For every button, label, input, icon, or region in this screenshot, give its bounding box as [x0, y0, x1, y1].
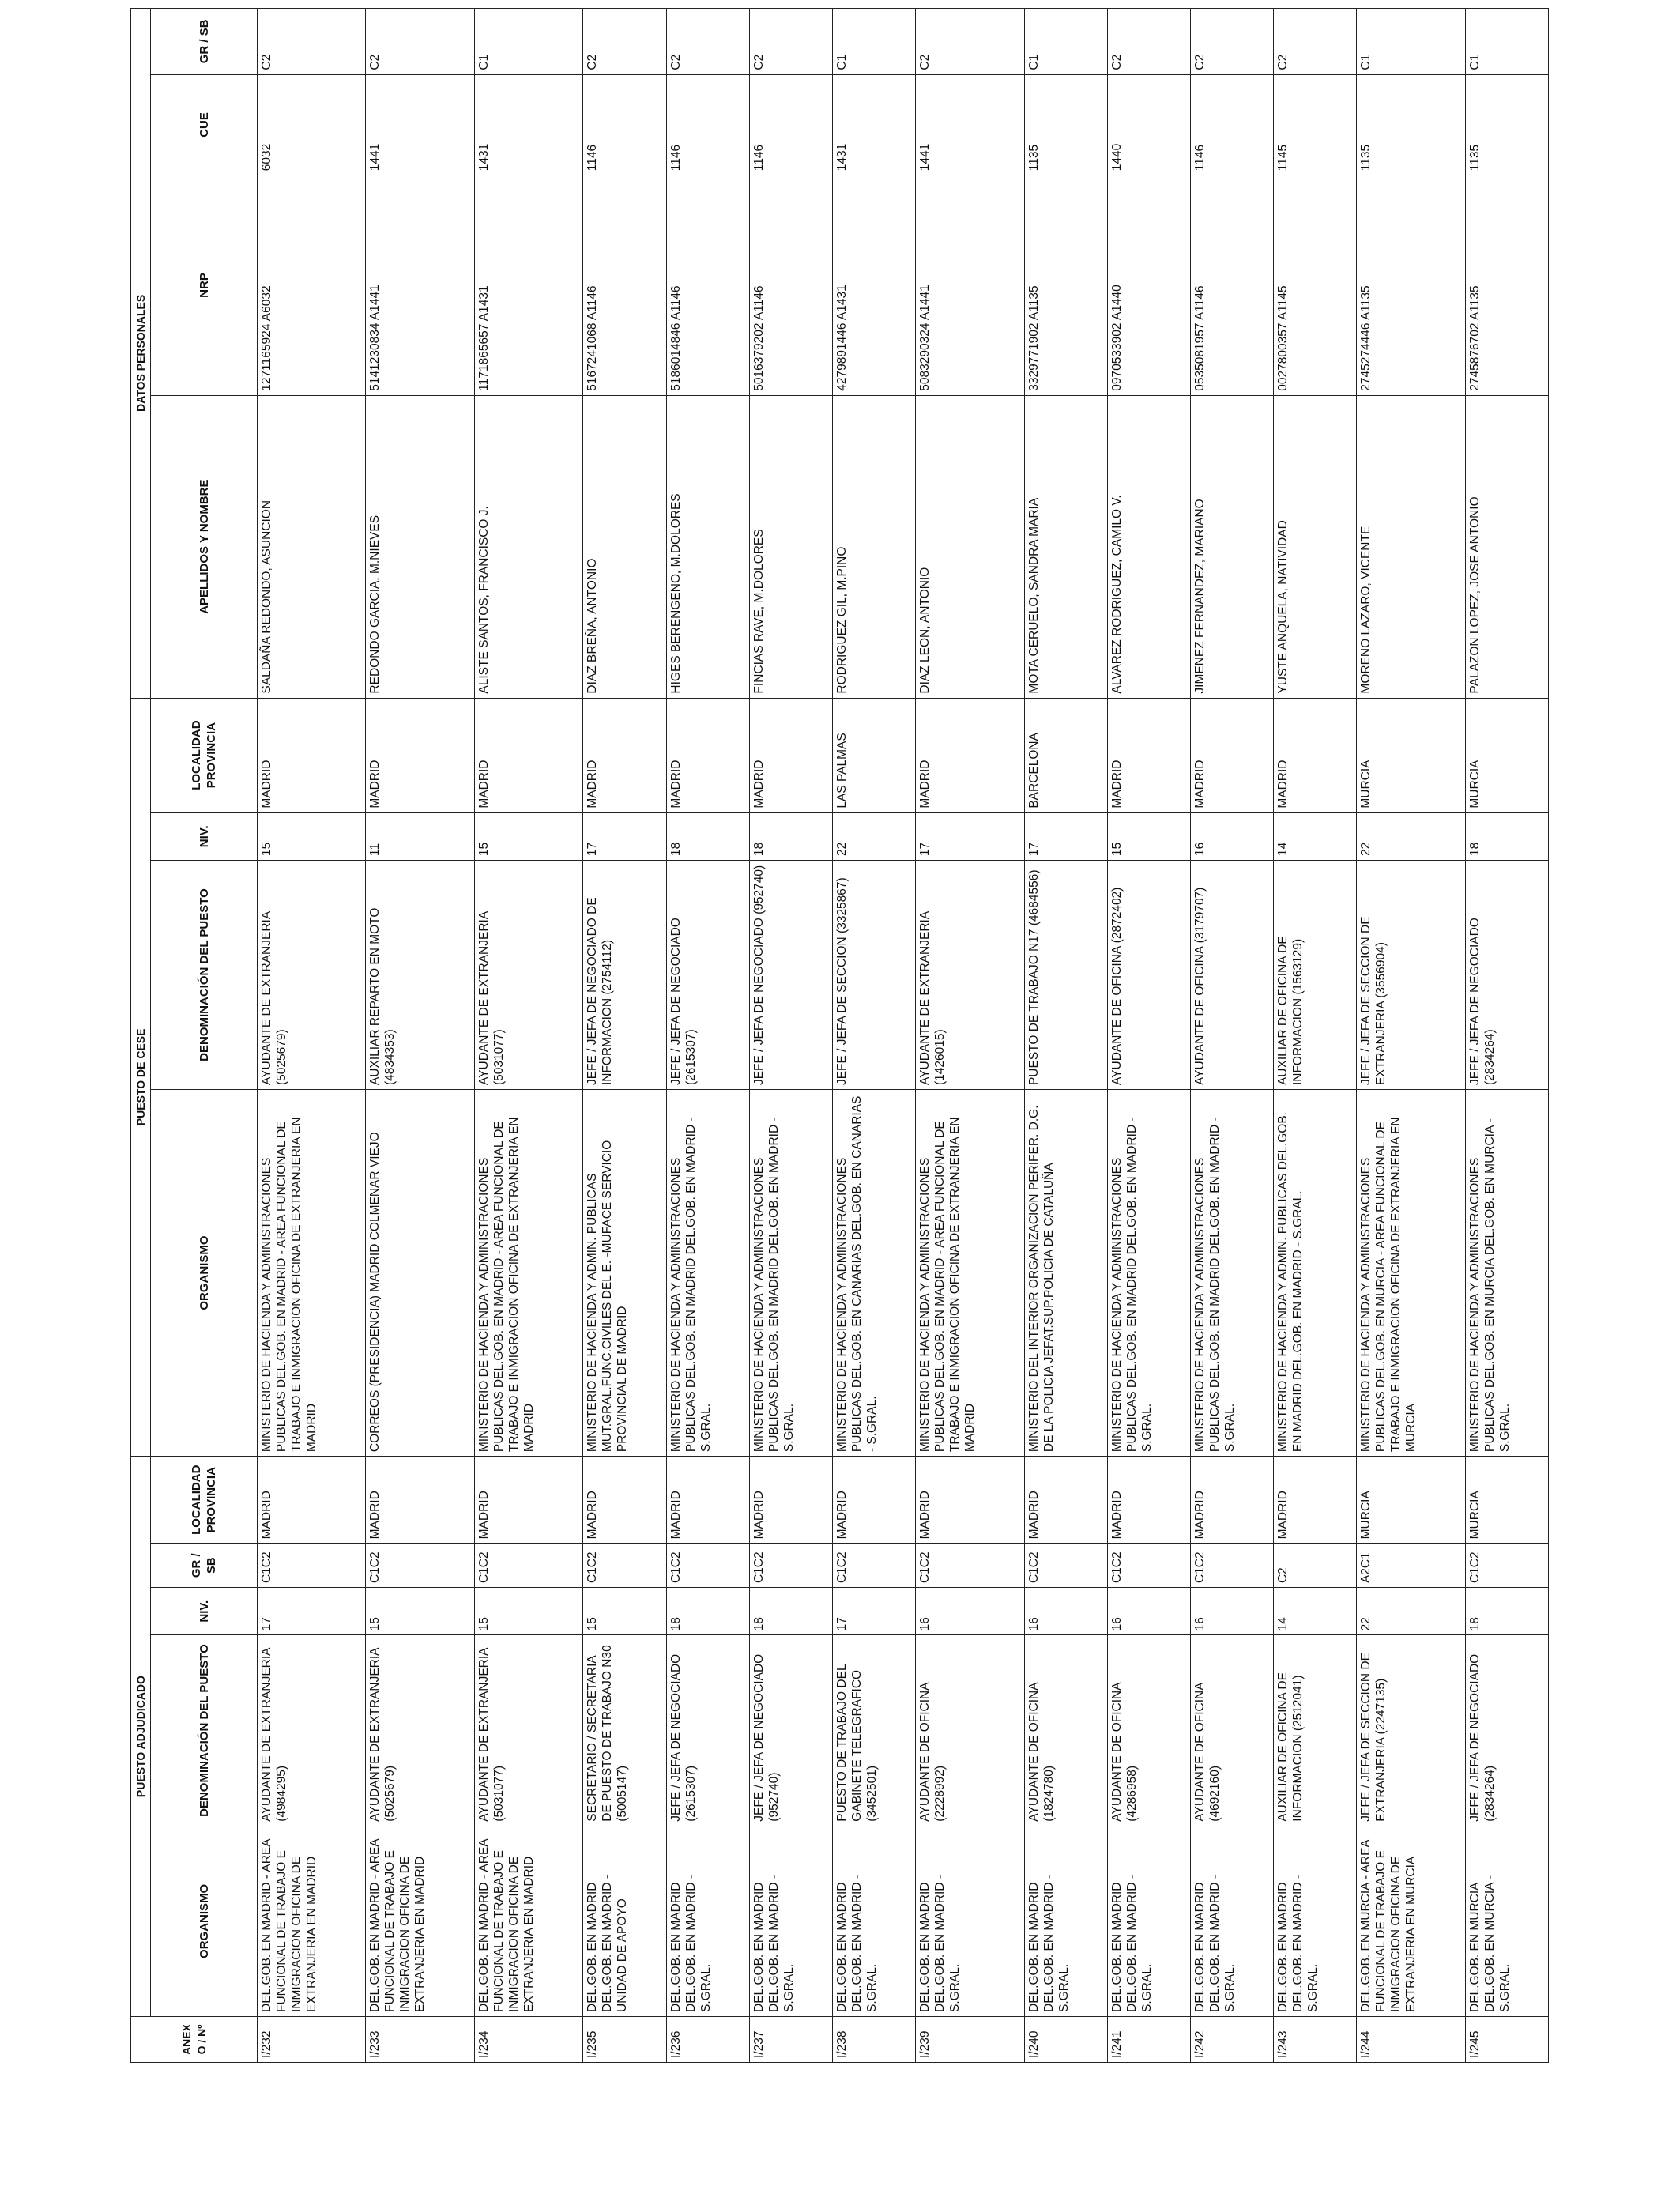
cell-cese-niv: 17 [916, 812, 1024, 860]
cell-cese-organismo: MINISTERIO DEL INTERIOR ORGANIZACION PERIFER. D.G. DE LA POLICIA JEFAT.SUP.POLICIA DE CATALUÑA [1024, 1090, 1107, 1457]
cell-gr-sb: C1C2 [1465, 1544, 1548, 1588]
cell-cese-denominacion: AYUDANTE DE EXTRANJERIA (1426015) [916, 860, 1024, 1089]
cell-cue: 1441 [366, 74, 474, 175]
cell-cese-denominacion: AUXILIAR REPARTO EN MOTO (4834353) [366, 860, 474, 1089]
cell-cese-localidad: MADRID [583, 698, 666, 812]
cell-apellidos: MOTA CERUELO, SANDRA MARIA [1024, 395, 1107, 698]
cell-localidad: MADRID [1024, 1457, 1107, 1544]
cell-cue: 6032 [258, 74, 366, 175]
cell-niv: 18 [749, 1588, 832, 1635]
cell-gr-sb: C1C2 [366, 1544, 474, 1588]
cell-cese-organismo: MINISTERIO DE HACIENDA Y ADMINISTRACIONES PUBLICAS DEL.GOB. EN CANARIAS DEL.GOB. EN CANARIAS - S.GRAL. [832, 1090, 915, 1457]
col-denominacion: DENOMINACIÓN DEL PUESTO [151, 1635, 258, 1826]
cell-denominacion: AYUDANTE DE OFICINA (4692160) [1190, 1635, 1273, 1826]
cell-cese-localidad: MADRID [1107, 698, 1190, 812]
cell-gr-sb-2: C2 [1190, 9, 1273, 75]
cell-apellidos: PALAZON LOPEZ, JOSE ANTONIO [1465, 395, 1548, 698]
cell-organismo: DEL.GOB. EN MADRID DEL.GOB. EN MADRID - S.GRAL. [1107, 1826, 1190, 2016]
cell-nrp: 5186014846 A1146 [666, 175, 749, 395]
cell-localidad: MADRID [258, 1457, 366, 1544]
cell-anexo: I/238 [832, 2017, 915, 2063]
table-row [1357, 9, 1465, 2063]
cell-gr-sb: C1C2 [916, 1544, 1024, 1588]
cell-cese-localidad: MURCIA [1465, 698, 1548, 812]
cell-apellidos: HIGES BERENGENO, M.DOLORES [666, 395, 749, 698]
cell-anexo: I/242 [1190, 2017, 1273, 2063]
cell-cue: 1145 [1274, 74, 1357, 175]
cell-nrp: 1171865657 A1431 [474, 175, 582, 395]
cell-organismo: DEL.GOB. EN MADRID DEL.GOB. EN MADRID - S.GRAL. [1190, 1826, 1273, 2016]
cell-cese-organismo: MINISTERIO DE HACIENDA Y ADMINISTRACIONES PUBLICAS DEL.GOB. EN MURCIA DEL.GOB. EN MURCIA - S.GRAL. [1465, 1090, 1548, 1457]
cell-anexo: I/245 [1465, 2017, 1548, 2063]
cell-gr-sb: C1C2 [1024, 1544, 1107, 1588]
cell-niv: 15 [366, 1588, 474, 1635]
cell-cese-localidad: MADRID [666, 698, 749, 812]
cell-cese-niv: 15 [258, 812, 366, 860]
cell-gr-sb-2: C1 [1465, 9, 1548, 75]
cell-apellidos: ALVAREZ RODRIGUEZ, CAMILO V. [1107, 395, 1190, 698]
cell-gr-sb-2: C2 [258, 9, 366, 75]
column-header-row [151, 9, 258, 2063]
cell-gr-sb-2: C2 [1274, 9, 1357, 75]
cell-organismo: DEL.GOB. EN MADRID - AREA FUNCIONAL DE TRABAJO E INMIGRACION OFICINA DE EXTRANJERIA EN MADRID [366, 1826, 474, 2016]
cell-anexo: I/235 [583, 2017, 666, 2063]
cell-cese-organismo: MINISTERIO DE HACIENDA Y ADMINISTRACIONES PUBLICAS DEL.GOB. EN MADRID - AREA FUNCIONAL DE TRABAJO E INMIGRACION OFICINA DE EXTRANJERIA EN MADRID [474, 1090, 582, 1457]
cell-localidad: MURCIA [1465, 1457, 1548, 1544]
col-localidad: LOCALIDAD PROVINCIA [151, 1457, 258, 1544]
col-gr-sb: GR / SB [151, 1544, 258, 1588]
col-cese-localidad: LOCALIDAD PROVINCIA [151, 698, 258, 812]
cell-cese-denominacion: PUESTO DE TRABAJO N17 (4684556) [1024, 860, 1107, 1089]
cell-niv: 16 [1190, 1588, 1273, 1635]
cell-cese-niv: 22 [832, 812, 915, 860]
cell-apellidos: FINCIAS RAVE, M.DOLORES [749, 395, 832, 698]
cell-localidad: MURCIA [1357, 1457, 1465, 1544]
cell-cue: 1146 [666, 74, 749, 175]
cell-cese-localidad: MADRID [474, 698, 582, 812]
cell-gr-sb: C1C2 [1107, 1544, 1190, 1588]
cell-localidad: MADRID [583, 1457, 666, 1544]
cell-anexo: I/233 [366, 2017, 474, 2063]
cell-gr-sb-2: C2 [666, 9, 749, 75]
cell-organismo: DEL.GOB. EN MADRID - AREA FUNCIONAL DE TRABAJO E INMIGRACION OFICINA DE EXTRANJERIA EN MADRID [474, 1826, 582, 2016]
cell-cese-organismo: CORREOS (PRESIDENCIA) MADRID COLMENAR VIEJO [366, 1090, 474, 1457]
cell-cese-organismo: MINISTERIO DE HACIENDA Y ADMINISTRACIONES PUBLICAS DEL.GOB. EN MADRID - AREA FUNCIONAL DE TRABAJO E INMIGRACION OFICINA DE EXTRANJERIA EN MADRID [258, 1090, 366, 1457]
cell-niv: 14 [1274, 1588, 1357, 1635]
cell-cue: 1440 [1107, 74, 1190, 175]
table-row [916, 9, 1024, 2063]
cell-gr-sb: C1C2 [583, 1544, 666, 1588]
cell-apellidos: RODRIGUEZ GIL, M.PINO [832, 395, 915, 698]
cell-anexo: I/239 [916, 2017, 1024, 2063]
cell-apellidos: MORENO LAZARO, VICENTE [1357, 395, 1465, 698]
col-anexo: ANEXO / Nº [131, 2017, 258, 2063]
cell-nrp: 0970533902 A1440 [1107, 175, 1190, 395]
col-gr-sb-2: GR / SB [151, 9, 258, 75]
cell-nrp: 1271165924 A6032 [258, 175, 366, 395]
col-cese-niv: NIV. [151, 812, 258, 860]
cell-anexo: I/240 [1024, 2017, 1107, 2063]
cell-localidad: MADRID [1107, 1457, 1190, 1544]
cell-denominacion: AYUDANTE DE EXTRANJERIA (4984295) [258, 1635, 366, 1826]
table-row [1190, 9, 1273, 2063]
cell-anexo: I/244 [1357, 2017, 1465, 2063]
group-puesto-adjudicado: PUESTO ADJUDICADO [131, 1457, 151, 2017]
cell-anexo: I/232 [258, 2017, 366, 2063]
cell-denominacion: AYUDANTE DE OFICINA (4286958) [1107, 1635, 1190, 1826]
adjudication-table [130, 8, 1549, 2063]
cell-cese-niv: 22 [1357, 812, 1465, 860]
cell-nrp: 5016379202 A1146 [749, 175, 832, 395]
cell-gr-sb: A2C1 [1357, 1544, 1465, 1588]
cell-cese-niv: 17 [583, 812, 666, 860]
cell-gr-sb-2: C2 [583, 9, 666, 75]
cell-cese-niv: 14 [1274, 812, 1357, 860]
cell-cese-denominacion: AYUDANTE DE EXTRANJERIA (5031077) [474, 860, 582, 1089]
cell-apellidos: YUSTE ANQUELA, NATIVIDAD [1274, 395, 1357, 698]
cell-cese-localidad: MADRID [1190, 698, 1273, 812]
cell-cese-denominacion: JEFE / JEFA DE NEGOCIADO (2615307) [666, 860, 749, 1089]
cell-cese-niv: 11 [366, 812, 474, 860]
cell-denominacion: JEFE / JEFA DE NEGOCIADO (2615307) [666, 1635, 749, 1826]
cell-localidad: MADRID [916, 1457, 1024, 1544]
cell-gr-sb-2: C2 [1107, 9, 1190, 75]
cell-niv: 22 [1357, 1588, 1465, 1635]
cell-cue: 1431 [832, 74, 915, 175]
cell-cese-organismo: MINISTERIO DE HACIENDA Y ADMINISTRACIONES PUBLICAS DEL.GOB. EN MADRID DEL.GOB. EN MADRID - S.GRAL. [749, 1090, 832, 1457]
cell-nrp: 2745274446 A1135 [1357, 175, 1465, 395]
cell-niv: 16 [1024, 1588, 1107, 1635]
cell-apellidos: SALDAÑA REDONDO, ASUNCION [258, 395, 366, 698]
col-organismo: ORGANISMO [151, 1826, 258, 2016]
cell-gr-sb-2: C1 [1024, 9, 1107, 75]
cell-cese-niv: 15 [474, 812, 582, 860]
cell-organismo: DEL.GOB. EN MURCIA DEL.GOB. EN MURCIA - S.GRAL. [1465, 1826, 1548, 2016]
cell-niv: 15 [583, 1588, 666, 1635]
cell-apellidos: ALISTE SANTOS, FRANCISCO J. [474, 395, 582, 698]
cell-cese-denominacion: JEFE / JEFA DE SECCION (3325867) [832, 860, 915, 1089]
cell-anexo: I/241 [1107, 2017, 1190, 2063]
cell-localidad: MADRID [1274, 1457, 1357, 1544]
cell-cese-organismo: MINISTERIO DE HACIENDA Y ADMINISTRACIONES PUBLICAS DEL.GOB. EN MADRID DEL.GOB. EN MADRID - S.GRAL. [666, 1090, 749, 1457]
table-row [583, 9, 666, 2063]
cell-organismo: DEL.GOB. EN MADRID DEL.GOB. EN MADRID - S.GRAL. [832, 1826, 915, 2016]
cell-cese-denominacion: AYUDANTE DE OFICINA (2872402) [1107, 860, 1190, 1089]
cell-cese-localidad: LAS PALMAS [832, 698, 915, 812]
cell-cue: 1146 [749, 74, 832, 175]
cell-cese-localidad: MADRID [916, 698, 1024, 812]
group-header-row [131, 9, 151, 2063]
col-nrp: NRP [151, 175, 258, 395]
col-cese-denominacion: DENOMINACIÓN DEL PUESTO [151, 860, 258, 1089]
cell-cese-localidad: BARCELONA [1024, 698, 1107, 812]
cell-nrp: 5141230834 A1441 [366, 175, 474, 395]
table-row [366, 9, 474, 2063]
cell-apellidos: DIAZ BREÑA, ANTONIO [583, 395, 666, 698]
cell-cue: 1146 [583, 74, 666, 175]
cell-gr-sb: C2 [1274, 1544, 1357, 1588]
rotated-page [130, 8, 1549, 2063]
table-row [666, 9, 749, 2063]
cell-cese-denominacion: JEFE / JEFA DE NEGOCIADO DE INFORMACION (2754112) [583, 860, 666, 1089]
cell-localidad: MADRID [474, 1457, 582, 1544]
cell-cese-localidad: MADRID [749, 698, 832, 812]
cell-cese-denominacion: JEFE / JEFA DE NEGOCIADO (2834264) [1465, 860, 1548, 1089]
cell-denominacion: JEFE / JEFA DE NEGOCIADO (952740) [749, 1635, 832, 1826]
cell-gr-sb: C1C2 [258, 1544, 366, 1588]
cell-apellidos: JIMENEZ FERNANDEZ, MARIANO [1190, 395, 1273, 698]
cell-cese-niv: 16 [1190, 812, 1273, 860]
cell-cese-denominacion: AUXILIAR DE OFICINA DE INFORMACION (1563129) [1274, 860, 1357, 1089]
cell-cese-denominacion: AYUDANTE DE EXTRANJERIA (5025679) [258, 860, 366, 1089]
cell-cue: 1441 [916, 74, 1024, 175]
cell-organismo: DEL.GOB. EN MADRID DEL.GOB. EN MADRID - S.GRAL. [1024, 1826, 1107, 2016]
cell-denominacion: AYUDANTE DE OFICINA (1824780) [1024, 1635, 1107, 1826]
cell-denominacion: PUESTO DE TRABAJO DEL GABINETE TELEGRAFICO (3452501) [832, 1635, 915, 1826]
cell-cese-organismo: MINISTERIO DE HACIENDA Y ADMINISTRACIONES PUBLICAS DEL.GOB. EN MADRID DEL.GOB. EN MADRID - S.GRAL. [1190, 1090, 1273, 1457]
cell-gr-sb-2: C1 [474, 9, 582, 75]
cell-denominacion: SECRETARIO / SECRETARIA DE PUESTO DE TRABAJO N30 (5005147) [583, 1635, 666, 1826]
cell-nrp: 4279891446 A1431 [832, 175, 915, 395]
cell-cese-niv: 18 [1465, 812, 1548, 860]
cell-gr-sb-2: C2 [916, 9, 1024, 75]
cell-niv: 18 [666, 1588, 749, 1635]
cell-gr-sb: C1C2 [474, 1544, 582, 1588]
table-row [1024, 9, 1107, 2063]
col-cue: CUE [151, 74, 258, 175]
cell-anexo: I/237 [749, 2017, 832, 2063]
cell-cese-organismo: MINISTERIO DE HACIENDA Y ADMIN. PUBLICAS DEL.GOB. EN MADRID DEL.GOB. EN MADRID - S.GRAL. [1274, 1090, 1357, 1457]
cell-localidad: MADRID [1190, 1457, 1273, 1544]
cell-cese-niv: 17 [1024, 812, 1107, 860]
cell-gr-sb-2: C2 [366, 9, 474, 75]
cell-gr-sb: C1C2 [749, 1544, 832, 1588]
cell-nrp: 2745876702 A1135 [1465, 175, 1548, 395]
cell-cue: 1135 [1024, 74, 1107, 175]
cell-nrp: 0027800357 A1145 [1274, 175, 1357, 395]
cell-denominacion: AYUDANTE DE EXTRANJERIA (5031077) [474, 1635, 582, 1826]
cell-gr-sb: C1C2 [666, 1544, 749, 1588]
cell-niv: 15 [474, 1588, 582, 1635]
cell-organismo: DEL.GOB. EN MADRID DEL.GOB. EN MADRID - S.GRAL. [1274, 1826, 1357, 2016]
cell-gr-sb-2: C1 [1357, 9, 1465, 75]
cell-gr-sb-2: C1 [832, 9, 915, 75]
cell-nrp: 5083290324 A1441 [916, 175, 1024, 395]
cell-anexo: I/234 [474, 2017, 582, 2063]
cell-cese-niv: 18 [749, 812, 832, 860]
cell-gr-sb: C1C2 [1190, 1544, 1273, 1588]
cell-localidad: MADRID [832, 1457, 915, 1544]
table-row [832, 9, 915, 2063]
cell-cese-organismo: MINISTERIO DE HACIENDA Y ADMINISTRACIONES PUBLICAS DEL.GOB. EN MADRID - AREA FUNCIONAL DE TRABAJO E INMIGRACION OFICINA DE EXTRANJERIA EN MADRID [916, 1090, 1024, 1457]
cell-gr-sb: C1C2 [832, 1544, 915, 1588]
cell-gr-sb-2: C2 [749, 9, 832, 75]
table-row [749, 9, 832, 2063]
cell-organismo: DEL.GOB. EN MADRID DEL.GOB. EN MADRID - S.GRAL. [666, 1826, 749, 2016]
cell-localidad: MADRID [749, 1457, 832, 1544]
cell-cese-localidad: MURCIA [1357, 698, 1465, 812]
cell-anexo: I/236 [666, 2017, 749, 2063]
cell-organismo: DEL.GOB. EN MADRID - AREA FUNCIONAL DE TRABAJO E INMIGRACION OFICINA DE EXTRANJERIA EN MADRID [258, 1826, 366, 2016]
cell-cese-localidad: MADRID [258, 698, 366, 812]
cell-cese-denominacion: AYUDANTE DE OFICINA (3179707) [1190, 860, 1273, 1089]
cell-cese-organismo: MINISTERIO DE HACIENDA Y ADMIN. PUBLICAS MUT.GRAL.FUNC.CIVILES DEL E. -MUFACE SERVICIO PROVINCIAL DE MADRID [583, 1090, 666, 1457]
cell-cese-organismo: MINISTERIO DE HACIENDA Y ADMINISTRACIONES PUBLICAS DEL.GOB. EN MURCIA - AREA FUNCIONAL DE TRABAJO E INMIGRACION OFICINA DE EXTRANJERIA EN MURCIA [1357, 1090, 1465, 1457]
group-puesto-cese: PUESTO DE CESE [131, 698, 151, 1457]
cell-cue: 1146 [1190, 74, 1273, 175]
cell-nrp: 3329771902 A1135 [1024, 175, 1107, 395]
cell-denominacion: AYUDANTE DE EXTRANJERIA (5025679) [366, 1635, 474, 1826]
col-cese-organismo: ORGANISMO [151, 1090, 258, 1457]
cell-localidad: MADRID [366, 1457, 474, 1544]
col-niv: NIV. [151, 1588, 258, 1635]
cell-localidad: MADRID [666, 1457, 749, 1544]
table-row [258, 9, 366, 2063]
cell-cese-localidad: MADRID [1274, 698, 1357, 812]
cell-nrp: 0535081957 A1146 [1190, 175, 1273, 395]
cell-cese-denominacion: JEFE / JEFA DE NEGOCIADO (952740) [749, 860, 832, 1089]
group-datos-personales: DATOS PERSONALES [131, 9, 151, 699]
cell-niv: 17 [832, 1588, 915, 1635]
cell-denominacion: JEFE / JEFA DE NEGOCIADO (2834264) [1465, 1635, 1548, 1826]
cell-cese-denominacion: JEFE / JEFA DE SECCION DE EXTRANJERIA (3556904) [1357, 860, 1465, 1089]
cell-niv: 17 [258, 1588, 366, 1635]
cell-denominacion: AUXILIAR DE OFICINA DE INFORMACION (2512041) [1274, 1635, 1357, 1826]
cell-cue: 1135 [1465, 74, 1548, 175]
cell-cese-niv: 15 [1107, 812, 1190, 860]
cell-niv: 16 [1107, 1588, 1190, 1635]
table-row [474, 9, 582, 2063]
table-row [1465, 9, 1548, 2063]
cell-niv: 18 [1465, 1588, 1548, 1635]
col-apellidos: APELLIDOS Y NOMBRE [151, 395, 258, 698]
cell-denominacion: JEFE / JEFA DE SECCION DE EXTRANJERIA (2247135) [1357, 1635, 1465, 1826]
cell-cue: 1135 [1357, 74, 1465, 175]
cell-niv: 16 [916, 1588, 1024, 1635]
cell-organismo: DEL.GOB. EN MADRID DEL.GOB. EN MADRID - S.GRAL. [749, 1826, 832, 2016]
cell-anexo: I/243 [1274, 2017, 1357, 2063]
cell-cese-localidad: MADRID [366, 698, 474, 812]
cell-nrp: 5167241068 A1146 [583, 175, 666, 395]
cell-organismo: DEL.GOB. EN MURCIA - AREA FUNCIONAL DE TRABAJO E INMIGRACION OFICINA DE EXTRANJERIA EN MURCIA [1357, 1826, 1465, 2016]
cell-cue: 1431 [474, 74, 582, 175]
cell-organismo: DEL.GOB. EN MADRID DEL.GOB. EN MADRID - S.GRAL. [916, 1826, 1024, 2016]
cell-apellidos: REDONDO GARCIA, M.NIEVES [366, 395, 474, 698]
table-row [1107, 9, 1190, 2063]
cell-apellidos: DIAZ LEON, ANTONIO [916, 395, 1024, 698]
cell-organismo: DEL.GOB. EN MADRID DEL.GOB. EN MADRID - UNIDAD DE APOYO [583, 1826, 666, 2016]
cell-cese-niv: 18 [666, 812, 749, 860]
cell-denominacion: AYUDANTE DE OFICINA (2228992) [916, 1635, 1024, 1826]
cell-cese-organismo: MINISTERIO DE HACIENDA Y ADMINISTRACIONES PUBLICAS DEL.GOB. EN MADRID DEL.GOB. EN MADRID - S.GRAL. [1107, 1090, 1190, 1457]
table-row [1274, 9, 1357, 2063]
